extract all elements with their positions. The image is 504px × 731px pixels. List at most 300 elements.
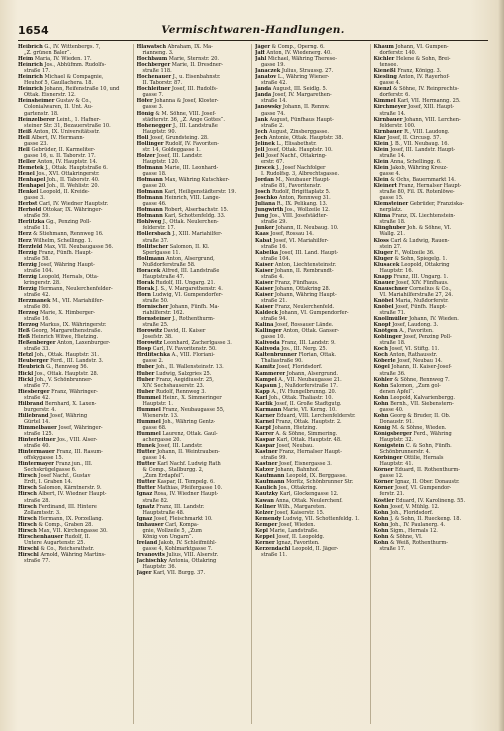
entry-name: Hetzl — [18, 352, 34, 359]
entry-details: Antonie, Ottak. Hauptstr. 38. — [268, 134, 344, 141]
entry-name: König — [373, 424, 391, 431]
entry-name: Königstein — [373, 443, 405, 450]
entry-details: Karl, Heiligenstädterstr. 19. — [164, 189, 237, 196]
entry-details: A., VIII. Floriani- — [171, 352, 215, 359]
entry-name: Kerzendachl — [255, 545, 291, 552]
entry-name: Hell — [18, 146, 30, 153]
entry-name: Klein — [373, 164, 389, 171]
entry-name: Kampel — [255, 376, 277, 383]
entry-details: Salomon, II. Kl. — [169, 243, 210, 250]
entry-name: Hollmann — [136, 255, 165, 262]
entry-details: Anton, IX. Universitätsstr. — [33, 128, 100, 135]
entry-name: Jäger — [136, 570, 152, 577]
entry-name: Heßenberger — [18, 340, 56, 347]
entry-name: Kluger — [373, 255, 393, 262]
entry-name: Königsberger — [373, 431, 412, 437]
entry-name: Kögel — [373, 364, 390, 371]
entry-details: & Comp., Stallburgg. 2, — [142, 467, 204, 474]
entry-details: Anna, Schellingg. 6. — [390, 158, 442, 165]
entry-details: Hauptstr. 90. — [142, 128, 177, 135]
entry-details: Jos., III. Nerg. 25. — [281, 346, 328, 353]
entry-details: straße 80. — [24, 304, 51, 311]
entry-name: Heinrich — [18, 86, 43, 93]
entry-name: Jech — [255, 134, 268, 141]
entry-details: felderstr. 100. — [379, 122, 416, 129]
entry-details: gnie, Wollzeile 5, „Zum — [142, 527, 202, 534]
entry-name: Henhapel — [18, 183, 46, 190]
entry-details: Anton, Laxenburger- — [57, 340, 111, 347]
entry-details: städterstr. 36, „Z. Ange Gottes“. — [142, 116, 225, 123]
entry-name: Horacek — [136, 267, 161, 274]
entry-name: Jell — [255, 152, 265, 159]
entry-details: Josef, III. Rudolfs- — [171, 86, 218, 93]
entry-name: Koch — [373, 346, 388, 353]
entry-name: Kaiser — [255, 279, 274, 286]
entry-details: & Co., Reichsrathstr. — [40, 545, 95, 552]
entry-details: Ottilie, Hernals — [403, 455, 444, 462]
entry-name: Horak — [136, 285, 155, 292]
entry-details: gasse 18. — [142, 170, 167, 177]
entry-name: Kastner — [255, 449, 278, 456]
entry-details: straße 125. — [24, 431, 54, 437]
entry-name: Kapp — [255, 388, 270, 395]
entry-name: Henkel — [18, 189, 39, 196]
entry-details: Donaustr. 91. — [379, 418, 414, 425]
entry-name: Kabelka — [255, 249, 279, 256]
entry-details: Wallg. 21. — [379, 231, 405, 238]
entry-name: Kaiser — [255, 261, 274, 268]
entry-name: Heinsheimer — [18, 98, 55, 105]
entry-name: Hollitscher — [136, 243, 169, 250]
entry-name: Kaiser — [255, 291, 274, 298]
entry-details: J., Josef Nachfolger — [276, 164, 326, 171]
entry-details: Johann, II. Weintrauben- — [157, 449, 220, 456]
entry-name: Jank — [255, 116, 268, 123]
entry-details: Thaliastraße 90. — [261, 358, 303, 365]
entry-name: Herlitzka — [18, 219, 45, 226]
entry-details: Leopold, II. Kreide- — [39, 189, 90, 196]
entry-details: straße 42. — [24, 291, 51, 298]
entry-details: Johann, II. Kaiser-Josef- — [391, 364, 452, 371]
entry-name: Kalivoda — [255, 340, 280, 347]
entry-details: Franz, III. Landstr. 9. — [281, 340, 336, 347]
entry-details: straße 99. — [261, 455, 288, 462]
entry-name: Kerner — [255, 539, 275, 546]
entry-details: Franz, Währinger- — [51, 388, 98, 395]
entry-name: Kohn — [373, 400, 389, 407]
entry-details: Rosa, IV. Wiedner Haupt- — [153, 491, 219, 498]
entry-name: Heß — [18, 334, 30, 341]
entry-name: Kieneßl — [373, 68, 396, 75]
entry-details: & Söhne, IV. Reinprechts- — [393, 86, 460, 93]
entry-name: Kichler — [373, 56, 395, 63]
entry-details: Hauptstraße 47. — [142, 273, 185, 280]
entry-name: Körner — [373, 479, 394, 486]
entry-details: straße 77. — [24, 382, 51, 389]
entry-details: Anton, IV. Rayerhof- — [398, 74, 450, 81]
entry-details: stein 27. — [379, 243, 402, 250]
entry-details: J. & Sohn, II. Rueckeng. 18. — [390, 515, 462, 522]
entry-details: J. S., V. Margarethenstr. 4. — [155, 285, 223, 292]
entry-name: Kohn — [373, 527, 389, 534]
entry-details: straße 16. — [261, 243, 288, 250]
entry-details: straße 42. — [261, 80, 288, 87]
entry-details: August, III. Seidlg. 5. — [272, 86, 328, 93]
entry-name: Holzer — [136, 152, 156, 159]
entry-name: Hochleitner — [136, 86, 171, 93]
entry-name: Hirsch — [18, 473, 37, 480]
entry-name: Knapp — [373, 273, 392, 280]
entry-name: Kirnbauer — [373, 128, 403, 135]
entry-details: Joh., IV. Paulanerg. 4. — [390, 521, 446, 528]
entry-name: Janda — [255, 92, 272, 99]
entry-name: Kammerer — [255, 370, 286, 377]
entry-details: & Weiß, Rothenthurm- — [390, 539, 448, 546]
entry-name: Hofmann — [136, 177, 163, 184]
directory-columns — [18, 44, 488, 724]
entry-name: Junker — [255, 225, 275, 232]
entry-name: Karlik — [255, 400, 273, 407]
entry-name: Heiß — [18, 128, 32, 135]
entry-details: Wienerstr. 13. — [142, 412, 179, 419]
entry-details: Josef, III. Landstr. — [156, 152, 203, 159]
entry-details: straße 11. — [261, 551, 288, 558]
entry-name: Kautzky — [255, 491, 278, 498]
entry-details: gasse 7. — [142, 92, 164, 99]
entry-details: gasse 20. — [142, 183, 167, 190]
entry-name: Kaspar — [255, 443, 275, 450]
entry-name: Horowitz — [136, 328, 163, 335]
entry-details: straße 118. — [142, 68, 172, 75]
entry-details: Josef, Grundsteing. 28. — [150, 134, 209, 141]
entry-name: Kawan — [255, 497, 274, 504]
entry-details: Leopold, IX. Berggasse. — [286, 473, 347, 480]
entry-details: Franz, III. Ungarg. 1. — [393, 273, 449, 280]
entry-name: Hofmann — [136, 195, 163, 202]
entry-details: straße 40. — [24, 443, 51, 450]
entry-details: Gg., Penzing Poll- — [46, 219, 92, 226]
entry-details: G., Rennweg 56. — [46, 364, 89, 371]
entry-details: straße 59. — [24, 213, 51, 220]
entry-name: Janowsky — [255, 104, 282, 111]
entry-details: Franz, III. Rasum- — [56, 449, 103, 456]
entry-details: Johann, Fünfh. Ma- — [169, 304, 220, 311]
entry-details: Alfred, III. Landstraße — [161, 267, 220, 274]
entry-details: straße 94. — [261, 316, 288, 323]
entry-details: Julius, VIII. Alserstr. — [166, 551, 219, 558]
entry-details: Ottokar, IX. Währinger- — [42, 207, 103, 214]
entry-name: Kohn — [373, 515, 389, 522]
entry-details: Ludwig, Salzgries 25. — [155, 370, 212, 377]
entry-name: Kaufmann — [255, 479, 285, 486]
entry-details: straße 18. — [379, 219, 406, 226]
entry-details: Carl, Kompa- — [165, 521, 199, 528]
entry-details: denen Apfel“. — [379, 388, 415, 395]
entry-details: Jos., Wollzeile 12. — [284, 207, 330, 214]
entry-name: Horak — [136, 279, 155, 286]
entry-details: A., IV. Hungelbrunng. 20. — [271, 388, 337, 395]
entry-details: A., VII. Neubaugasse 21. — [278, 376, 342, 383]
entry-name: Körbinger — [373, 455, 403, 462]
entry-details: Marie, III. Leonhard- — [164, 164, 219, 171]
entry-name: Irvanovits — [136, 551, 165, 558]
entry-details: gasse 14. — [142, 455, 167, 462]
entry-name: Köberle — [373, 358, 396, 365]
entry-details: & Comp., Operng. 6. — [271, 44, 325, 50]
entry-details: straße 25. — [142, 322, 169, 329]
entry-details: gasse 4. — [379, 170, 401, 177]
entry-name: Jaff — [255, 50, 265, 57]
entry-name: Körner — [373, 485, 394, 492]
entry-name: Keppel — [255, 533, 275, 540]
entry-details: Hauptstr. 32. — [379, 437, 414, 444]
entry-details: R., IX. Pelikang. 13. — [276, 201, 328, 208]
entry-details: Joh., V. Schönbrunner- — [34, 376, 93, 383]
entry-details: & Söhne, Rennweg 7. — [394, 376, 450, 383]
entry-details: Bernh., VII. Siebenstern- — [390, 400, 454, 407]
entry-name: Janda — [255, 86, 272, 93]
entry-details: Josef, VI. Gumpendor- — [394, 485, 452, 492]
entry-name: Horn — [136, 291, 151, 298]
entry-name: Karmann — [255, 406, 282, 413]
entry-name: Kleinert — [373, 183, 397, 190]
entry-details: gasse 15. — [379, 195, 404, 202]
entry-details: Rudolf, Brigittaplatz 5. — [271, 189, 331, 196]
entry-details: straße 77. — [24, 557, 51, 564]
entry-details: Josef, Eisnergasse 3. — [278, 461, 332, 468]
entry-name: Jelinek — [255, 140, 275, 147]
entry-details: Johann, Reifenstraße 10, und — [44, 86, 120, 93]
entry-details: L., Elisabethstr. — [276, 140, 317, 147]
entry-details: Untere Augartenstr. 25. — [24, 539, 86, 546]
entry-details: Josef, Währing — [50, 412, 88, 419]
entry-details: straße 14. — [379, 110, 406, 117]
entry-name: Karl — [255, 394, 268, 401]
entry-name: Hinterleitner — [18, 437, 56, 444]
entry-details: Johanna & Josef, Kloster- — [154, 98, 219, 105]
entry-details: Josef, XIII. Haupt- — [408, 104, 455, 111]
entry-details: straße 14. — [379, 152, 406, 159]
entry-details: Josef, Währinger- — [58, 424, 103, 431]
entry-details: Johann, Ottakring 28. — [274, 285, 331, 292]
entry-name: Kepl — [255, 527, 268, 534]
entry-details: Anton, Rennweg 31. — [278, 195, 331, 202]
entry-details: straße 11. — [24, 225, 51, 232]
entry-name: Hönig — [136, 110, 154, 117]
entry-name: Hofmann — [136, 164, 163, 171]
entry-details: Hauptstr. 41. — [379, 461, 414, 468]
entry-details: M. & Söhne, Wieden. — [391, 424, 447, 431]
entry-name: Hirschl — [18, 551, 39, 558]
entry-name: Hummel — [136, 418, 161, 425]
entry-name: Ignaz — [136, 491, 153, 498]
entry-name: Köhler — [373, 376, 393, 383]
entry-details: Wilhelm, Schellingg. 1. — [33, 237, 93, 244]
entry-details: straße 36. — [379, 370, 406, 377]
entry-details: straße 28. — [24, 497, 51, 504]
entry-name: Köstler — [373, 497, 395, 504]
entry-name: Klein — [373, 140, 389, 147]
entry-details: Max, Währing Kutschker- — [164, 177, 230, 184]
entry-name: Hirschenhauser — [18, 533, 64, 540]
entry-details: Johann, II. Rembrandt- — [274, 267, 334, 274]
entry-name: Kohn — [373, 521, 389, 528]
entry-details: Wilh., Margareten. — [277, 503, 326, 510]
entry-details: XIV. Sechshauserstr. 23. — [142, 382, 205, 389]
entry-details: straße 17. — [379, 545, 406, 552]
entry-details: Marie, Sternstr. 20. — [168, 56, 220, 63]
entry-details: Carl, IV. Favoritenstr. 50. — [152, 346, 217, 353]
entry-name: Hochenauer — [136, 74, 172, 81]
entry-details: J. B., VII. Neubaug. 16. — [390, 140, 450, 147]
entry-details: Johann, II. Rennw. — [282, 104, 330, 111]
entry-name: Karner — [255, 412, 275, 419]
entry-details: I. Rudolfsg. 3, Albrechtsgasse. — [261, 170, 340, 177]
entry-name: Karrer — [255, 431, 274, 437]
entry-details: Jos., XVI. Ottakringerstr. — [36, 170, 100, 177]
entry-name: Herz — [18, 231, 32, 238]
entry-details: & M. Söhne, VIII. Josef- — [155, 110, 216, 117]
entry-name: Hunek — [136, 443, 156, 450]
entry-details: J., XIII. Mariahilfer- — [172, 231, 223, 238]
entry-details: erstr. 67. — [261, 158, 285, 165]
entry-name: Heibrich — [18, 44, 43, 50]
entry-details: Jos., VIII. Alser- — [57, 437, 98, 444]
entry-name: Hickl — [18, 370, 34, 377]
entry-details: Salomon, „Zum gol- — [390, 382, 441, 389]
entry-details: Josef, Neubau 14. — [397, 358, 443, 365]
entry-details: C. & Sohn, Fünfh. — [405, 443, 452, 450]
entry-details: Johann, VIII. Lerchen- — [404, 116, 461, 123]
entry-name: Jell — [255, 146, 265, 153]
entry-details: Joh., II. Wehlistr. 20. — [46, 183, 100, 190]
entry-name: Hollinger — [136, 140, 164, 147]
entry-details: Kaspar, II. Tempelg. 6. — [157, 479, 215, 486]
entry-details: gasse 4, Kohlmarktgasse 7. — [142, 545, 213, 552]
entry-details: Heuhof 5, Gaullachera. 18. — [24, 80, 94, 87]
entry-name: Hrdlitschka — [136, 352, 170, 359]
entry-details: Franz, III. Landstr. — [156, 503, 205, 510]
entry-details: Jos., Ottakring. — [278, 485, 318, 492]
entry-name: Hillebrand — [18, 412, 49, 419]
entry-details: gasse 68. — [142, 424, 167, 431]
entry-name: Heubrich — [18, 364, 45, 371]
entry-details: straße 2. — [261, 122, 284, 129]
entry-name: Knöbel — [373, 297, 394, 304]
entry-name: Karpf — [255, 424, 272, 431]
entry-details: Anton, IV. Wiedenerg. 40. — [266, 50, 332, 57]
entry-name: Kastner — [255, 461, 278, 468]
entry-name: Hummel — [136, 394, 161, 401]
entry-name: Herzmanek — [18, 297, 51, 304]
entry-name: Hiesberger — [18, 388, 50, 395]
entry-name: Jahl — [255, 56, 267, 63]
entry-name: Kohn — [373, 412, 389, 419]
entry-details: Franz, Hernalser Haupt- — [278, 449, 342, 456]
entry-name: Hirsch — [18, 503, 37, 510]
entry-details: Franz jun., III. — [55, 461, 93, 468]
entry-name: Hochberger — [136, 62, 171, 69]
entry-details: achergasse 20. — [142, 437, 182, 444]
entry-details: Michael, Währing Therese- — [267, 56, 337, 63]
entry-name: Knötgen — [373, 328, 398, 335]
entry-details: Marie, VI. Kerng. 10. — [282, 406, 337, 413]
entry-name: Klemsteiner — [373, 201, 409, 208]
entry-details: straße 29. — [261, 219, 288, 226]
entry-details: Josef, XIV. Fünfhaus. — [395, 279, 449, 286]
entry-name: Kirnbauer — [373, 116, 403, 123]
entry-name: Herzfeld — [18, 243, 43, 250]
entry-details: straße 14. — [261, 98, 288, 105]
entry-details: straße 58. — [24, 255, 51, 262]
entry-details: Markus, IX. Währingerstr. — [40, 322, 107, 329]
entry-details: Johann, Bahnhof. — [275, 467, 320, 474]
entry-name: Kalivoda — [255, 346, 280, 353]
entry-details: Josef, Fleischmarkt 10. — [153, 515, 213, 522]
entry-name: Kirchmeyer — [373, 104, 407, 111]
entry-details: Eduard, IV. Karolineng. 55. — [395, 497, 466, 504]
entry-details: L., Währing Wiener- — [277, 74, 330, 81]
entry-details: Josef, V. Mühlg. 12. — [390, 503, 440, 510]
entry-name: Höfer — [136, 98, 153, 105]
header-rule — [18, 40, 488, 41]
entry-details: Josef, IV. Margarethen- — [272, 92, 332, 99]
entry-name: Kellner — [255, 503, 276, 510]
entry-details: R., VIII. Laudong. — [404, 128, 450, 135]
entry-name: Kaas — [255, 231, 269, 238]
entry-name: Kaiser — [255, 285, 274, 292]
entry-name: Knauschner — [373, 285, 408, 292]
entry-name: Kaspar — [255, 437, 275, 444]
entry-name: Kiesling — [373, 74, 397, 81]
entry-details: Rudolf, IV. Favoriten- — [165, 140, 219, 147]
entry-details: Anton, Liechtensteinstr. — [274, 261, 337, 268]
entry-details: & Stiehmann, Rennweg 16. — [33, 231, 104, 238]
entry-details: Marie, X. Himberger- — [40, 310, 95, 317]
entry-details: Karl, VII. Burgg. 37. — [153, 570, 206, 577]
entry-details: Josef, VI. Mariahilfer- — [273, 237, 329, 244]
entry-name: Kabat — [255, 237, 272, 244]
entry-name: Kloss — [373, 237, 389, 244]
entry-details: Johann, VI. Gumpen- — [395, 44, 449, 50]
entry-details: Karl Nachf. Ludwig Rath — [157, 461, 221, 468]
entry-details: Leopold, Ottakring — [400, 261, 450, 268]
entry-details: Anna, Ottak. Neulerchenf. — [275, 497, 343, 504]
entry-details: & Sohn, Spiegelg. 1. — [394, 255, 448, 262]
entry-details: Joh., Ottak. Hauptstr. 31. — [34, 352, 99, 359]
entry-details: August, Zinsberggasse. — [268, 128, 329, 135]
entry-name: Huber — [136, 388, 155, 395]
entry-details: gasse 74. — [261, 110, 286, 117]
entry-details: gasse 4. — [379, 80, 401, 87]
entry-details: Franz, Neulerchenfeld. — [274, 304, 335, 311]
entry-details: Maria, Nußdorferstr. — [395, 297, 449, 304]
entry-name: Heller — [18, 158, 36, 165]
entry-details: Ludwig, VI. Gumpendorfer- — [152, 291, 223, 298]
entry-details: Hauptstr. 16. — [379, 267, 414, 274]
entry-name: Khaum — [373, 44, 394, 50]
entry-details: Carl, IV. Wiedner Hauptstr. — [38, 201, 109, 208]
entry-name: Huber — [136, 364, 155, 371]
entry-details: Hauptstr. 1. — [142, 400, 173, 407]
entry-name: Kaldeck — [255, 310, 278, 317]
entry-details: „Z. grünen Baler“. — [24, 50, 72, 57]
entry-details: Hauptstraße 48. — [142, 509, 185, 516]
entry-name: Kamitz — [255, 364, 276, 371]
entry-details: straße 50. — [142, 297, 169, 304]
entry-name: Hutter — [136, 449, 156, 456]
entry-details: Jos., Abhüfmm. Rudolfs- — [44, 62, 107, 69]
